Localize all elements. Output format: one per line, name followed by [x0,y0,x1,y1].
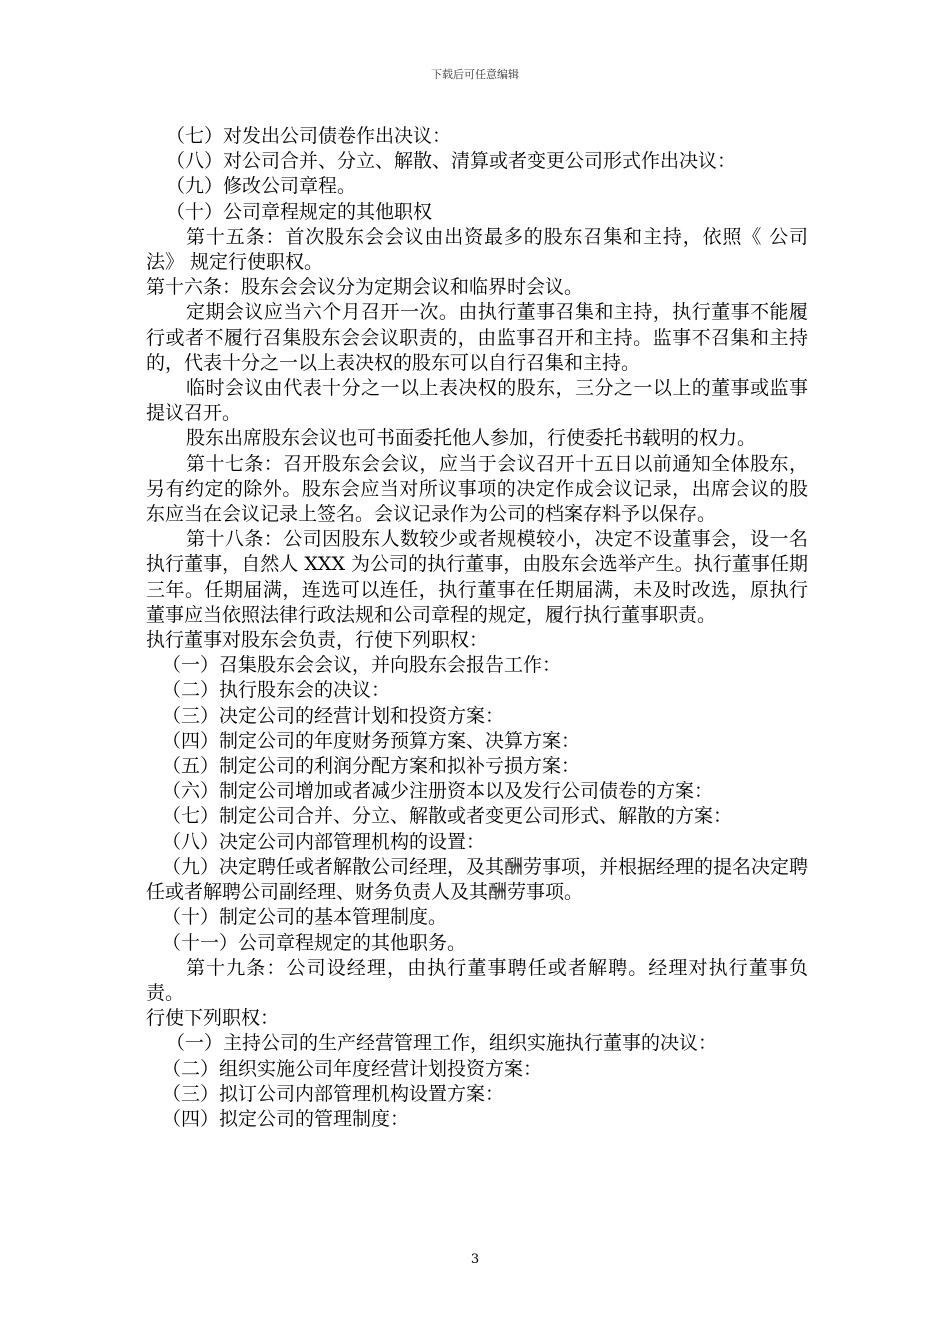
list-item: （四）制定公司的年度财务预算方案、决算方案： [162,729,581,752]
list-item: （十一）公司章程规定的其他职务。 [162,931,467,954]
list-item: （七）制定公司合并、分立、解散或者变更公司形式、解散的方案： [162,805,733,828]
list-item: （二）执行股东会的决议： [162,679,391,702]
page-number: 3 [470,1252,480,1267]
paragraph: （九）修改公司章程。 [166,175,357,198]
list-item: （十）制定公司的基本管理制度。 [162,906,448,929]
page-header: 下载后可任意编辑 [431,68,519,81]
paragraph: 第十六条：股东会会议分为定期会议和临界时会议。 [146,276,584,299]
paragraph: （十）公司章程规定的其他职权 [166,200,433,223]
paragraph: 行使下列职权： [146,1007,280,1030]
paragraph: 第十八条：公司因股东人数较少或者规模较小，决定不设董事会，设一名执行董事，自然人 XXX 为公司的执行董事，由股东会选举产生。执行董事任期三年。任期届满，连选可以连任，执行董事在任期届满，未及时改选，原执行董事应当依照法律行政法规和公司章程的规定，履行执行董事职责。 [146,528,808,626]
paragraph: 股东出席股东会议也可书面委托他人参加，行使委托书载明的权力。 [186,427,757,450]
list-item: （三）决定公司的经营计划和投资方案： [162,704,505,727]
list-item: （六）制定公司增加或者减少注册资本以及发行公司债卷的方案： [162,780,714,803]
paragraph: 第十九条：公司设经理，由执行董事聘任或者解聘。经理对执行董事负责。 [146,956,808,1004]
list-item: （三）拟订公司内部管理机构设置方案： [162,1082,505,1105]
list-item: （四）拟定公司的管理制度： [162,1107,410,1130]
paragraph: 执行董事对股东会负责，行使下列职权： [146,629,489,652]
paragraph: （八）对公司合并、分立、解散、清算或者变更公司形式作出决议： [166,150,737,173]
paragraph: （七）对发出公司债卷作出决议： [166,125,452,147]
list-item: （五）制定公司的利润分配方案和拟补亏损方案： [162,755,581,778]
paragraph: 第十七条：召开股东会会议，应当于会议召开十五日以前通知全体股东，另有约定的除外。股东会应当对所议事项的决定作成会议记录，出席会议的股东应当在会议记录上签名。会议记录作为公司的档案存料予以保存。 [146,452,808,526]
list-item: （九）决定聘任或者解散公司经理，及其酬劳事项，并根据经理的提名决定聘任或者解聘公司副经理、财务负责人及其酬劳事项。 [146,855,809,904]
paragraph: 第十五条：首次股东会会议由出资最多的股东召集和主持，依照《 公司法》 规定行使职权。 [146,225,808,274]
list-item: （二）组织实施公司年度经营计划投资方案： [162,1057,543,1080]
paragraph: 定期会议应当六个月召开一次。由执行董事召集和主持，执行董事不能履行或者不履行召集股东会会议职责的，由监事召开和主持。监事不召集和主持的，代表十分之一以上表决权的股东可以自行召集和主持。 [146,301,808,374]
paragraph: 临时会议由代表十分之一以上表决权的股东，三分之一以上的董事或监事提议召开。 [146,377,808,425]
document-body [146,124,808,1132]
list-item: （一）主持公司的生产经营管理工作，组织实施执行董事的决议： [166,1032,718,1055]
list-item: （一）召集股东会会议，并向股东会报告工作： [162,654,562,677]
list-item: （八）决定公司内部管理机构的设置： [162,830,486,853]
